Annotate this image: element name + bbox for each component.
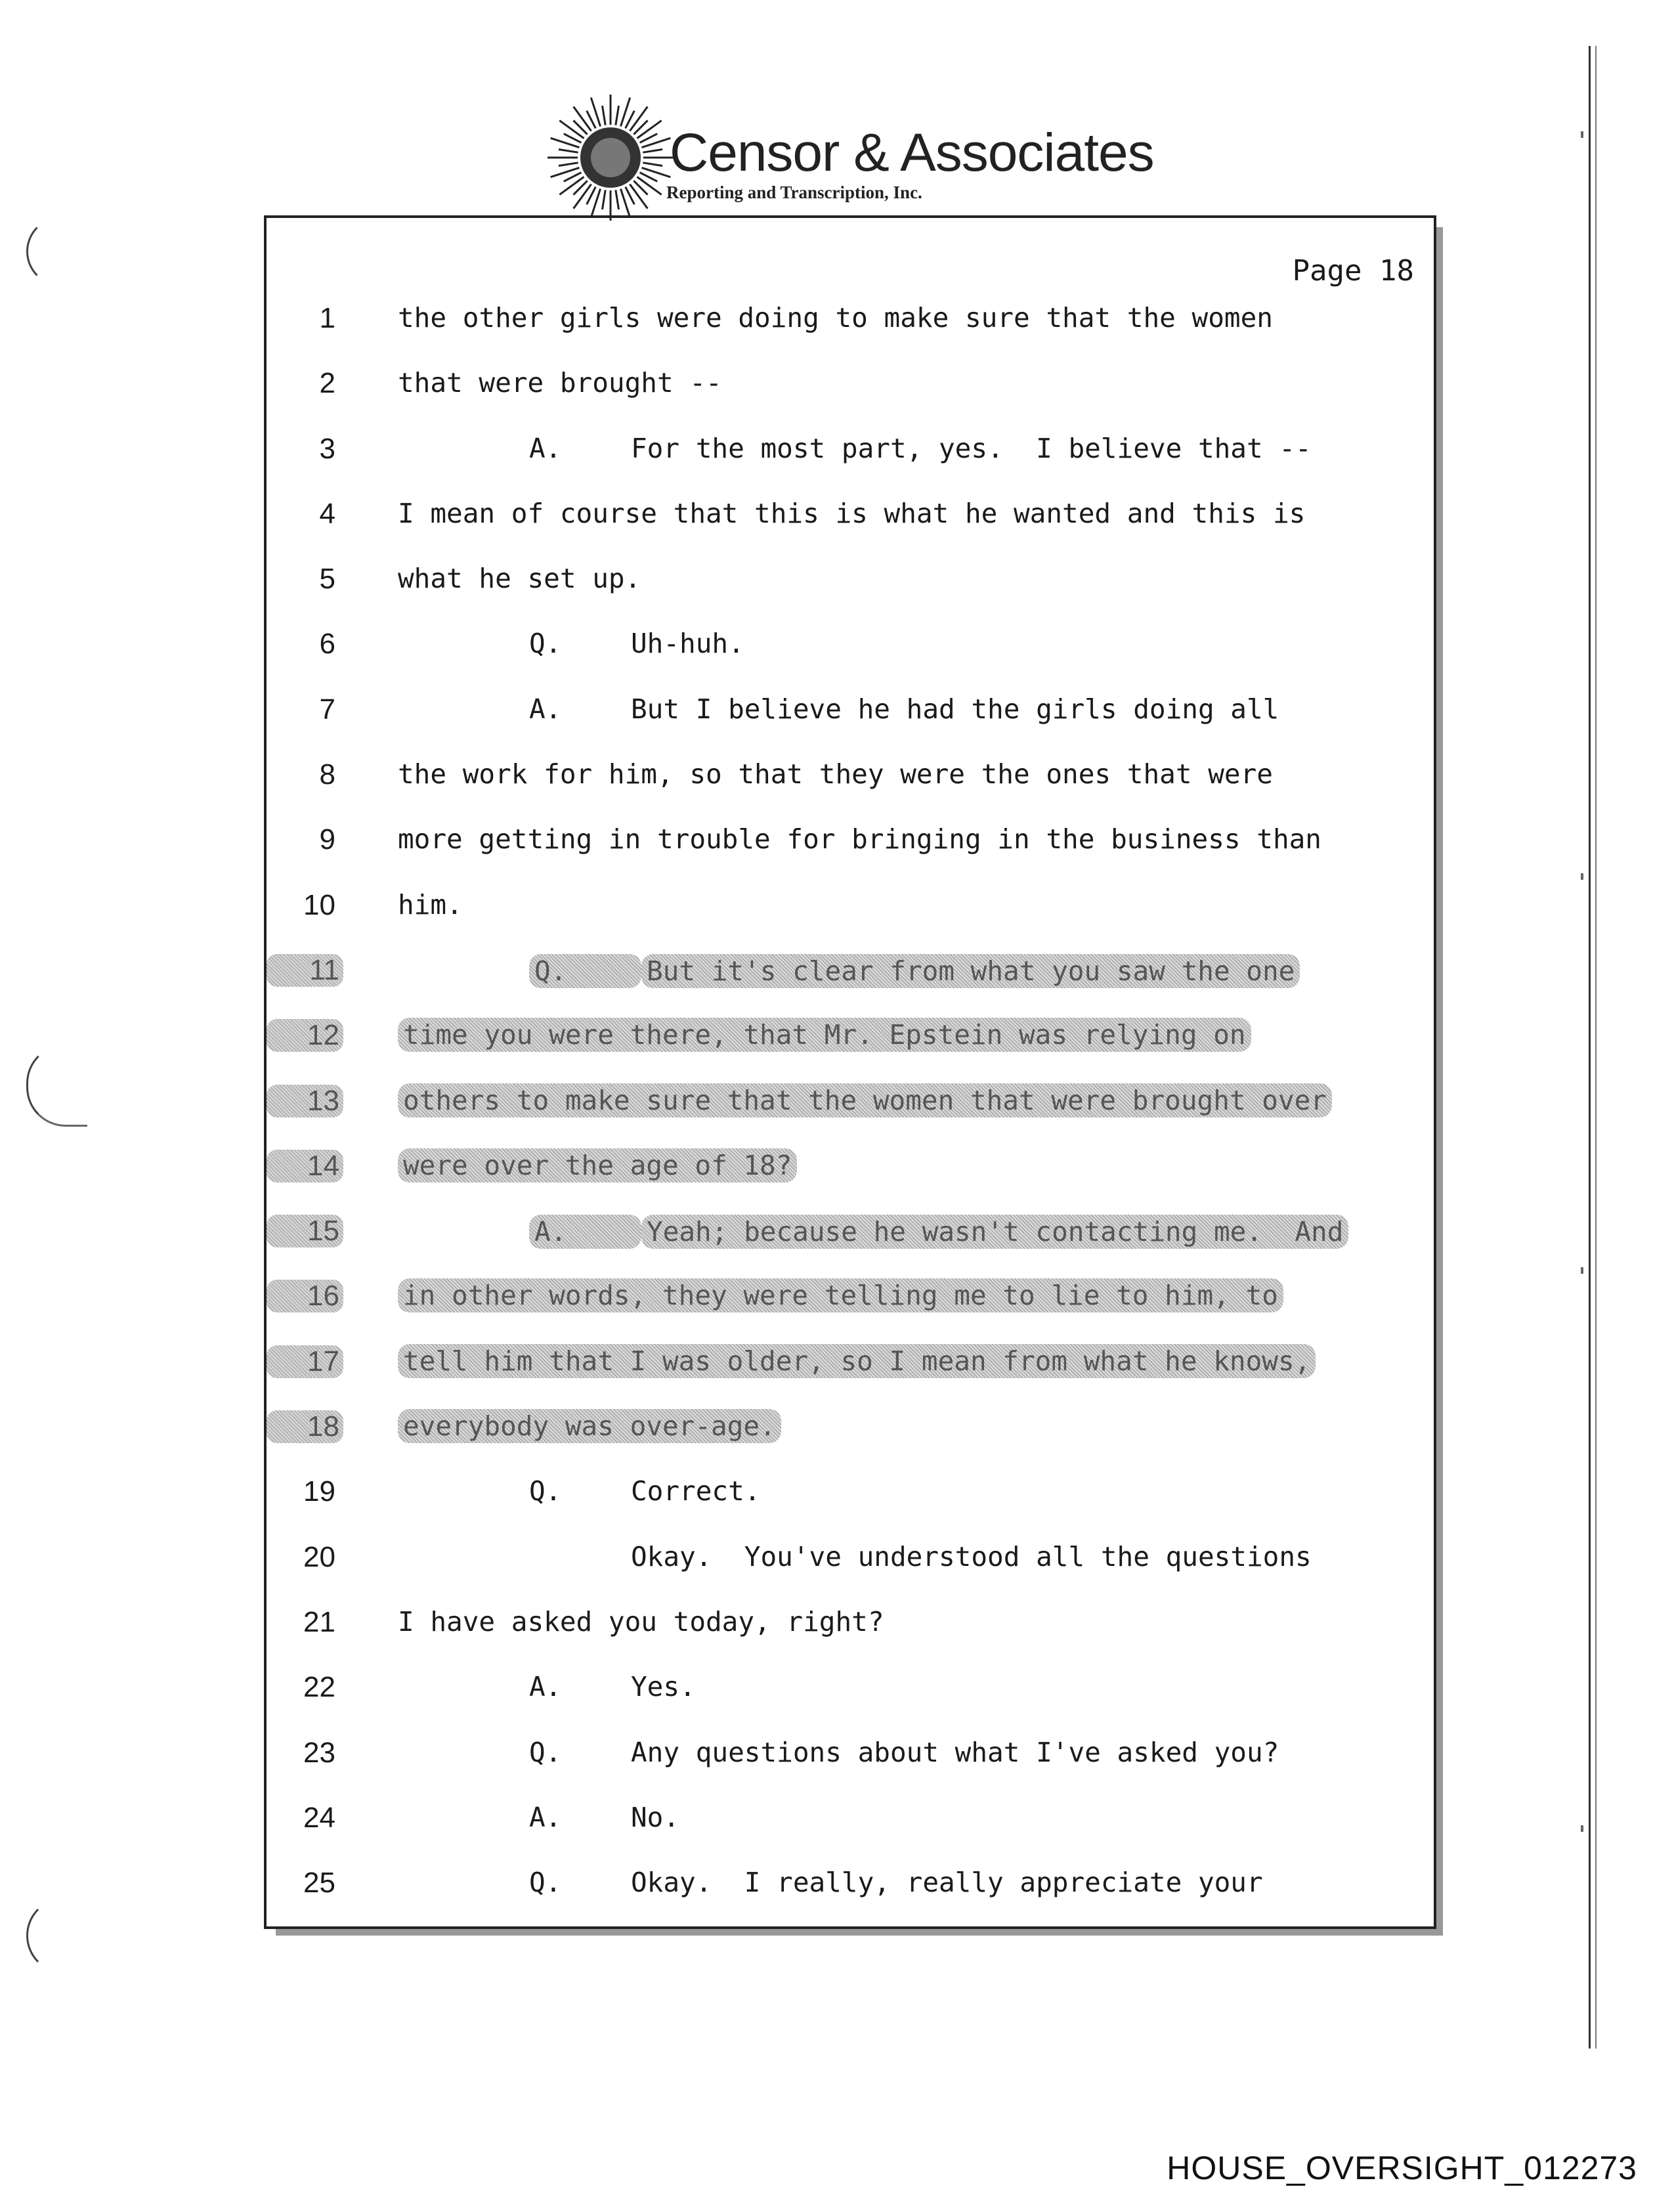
transcript-line: [267, 876, 1434, 941]
line-text: [398, 563, 641, 594]
line-body: Okay. I really, really appreciate your: [631, 1867, 1263, 1899]
line-body: more getting in trouble for bringing in the business than: [398, 823, 1321, 856]
line-number: 13: [267, 1085, 343, 1117]
line-text: [529, 693, 1279, 725]
speaker-label: A.: [529, 1215, 641, 1249]
line-body: everybody was over-age.: [398, 1409, 781, 1443]
transcript-line: [267, 615, 1434, 680]
line-text: [398, 1606, 884, 1637]
speaker-label: A.: [529, 432, 562, 464]
line-number: 12: [267, 1019, 343, 1052]
scan-speck: [1581, 131, 1583, 138]
transcript-line: [267, 1789, 1434, 1854]
line-body: in other words, they were telling me to lie to him, to: [398, 1278, 1283, 1312]
margin-rule: [1589, 46, 1591, 2049]
line-number: 1: [319, 302, 335, 334]
line-text: [529, 1802, 679, 1833]
speaker-label: Q.: [529, 1736, 562, 1768]
line-number: 10: [303, 888, 335, 921]
line-body: Yes.: [631, 1671, 696, 1703]
line-number: 22: [303, 1671, 335, 1704]
line-body: No.: [631, 1801, 680, 1833]
transcript-line: [267, 550, 1434, 615]
line-number: 24: [303, 1801, 335, 1834]
line-text: [398, 1019, 1251, 1051]
line-body: the work for him, so that they were the ones that were: [398, 758, 1273, 791]
transcript-line: [267, 1854, 1434, 1919]
speaker-label: Q.: [529, 628, 562, 660]
line-body: Any questions about what I've asked you?: [631, 1736, 1279, 1768]
margin-rule: [1595, 46, 1597, 2049]
hole-punch-mark: [26, 1044, 87, 1127]
transcript-line: [267, 1006, 1434, 1071]
line-number: 6: [319, 628, 335, 661]
line-text: [529, 1867, 1263, 1898]
line-text: [529, 1671, 696, 1702]
line-text: [529, 1737, 1279, 1768]
transcript-line: [267, 1724, 1434, 1789]
line-body: For the most part, yes. I believe that --: [631, 432, 1312, 464]
line-number: 3: [319, 432, 335, 465]
transcript-line: [267, 1137, 1434, 1202]
line-body: were over the age of 18?: [398, 1148, 797, 1182]
line-text: [529, 1215, 1348, 1249]
line-number: 9: [319, 823, 335, 856]
line-number: 17: [267, 1345, 343, 1378]
transcript-line: [267, 1332, 1434, 1397]
transcript-page: [264, 215, 1436, 1929]
page-number: Page 18: [1292, 254, 1414, 288]
transcript-line: [267, 1593, 1434, 1658]
line-number: 5: [319, 563, 335, 596]
line-body: Yeah; because he wasn't contacting me. And: [641, 1215, 1348, 1249]
line-text: [398, 1345, 1316, 1377]
line-body: that were brought --: [398, 367, 722, 399]
bates-number: HOUSE_OVERSIGHT_012273: [1167, 2150, 1637, 2186]
transcript-line: [267, 745, 1434, 810]
line-number: 16: [267, 1280, 343, 1312]
line-number: 15: [267, 1215, 343, 1247]
line-body: But I believe he had the girls doing all: [631, 693, 1279, 725]
line-body: the other girls were doing to make sure that the women: [398, 302, 1273, 334]
line-number: 8: [319, 758, 335, 791]
transcript-line: [267, 680, 1434, 745]
company-name: Censor & Associates: [670, 123, 1154, 183]
line-body: Okay. You've understood all the questions: [631, 1540, 1312, 1572]
speaker-label: A.: [529, 1801, 562, 1833]
speaker-label: Q.: [529, 1475, 562, 1507]
line-number: 20: [303, 1540, 335, 1573]
line-body: I have asked you today, right?: [398, 1605, 884, 1637]
line-text: [398, 1280, 1283, 1311]
transcript-line: [267, 354, 1434, 419]
scan-speck: [1581, 873, 1583, 880]
line-text: [398, 823, 1321, 855]
transcript-lines: [267, 289, 1434, 1919]
line-number: 21: [303, 1605, 335, 1638]
line-text: [529, 1475, 760, 1507]
scan-speck: [1581, 1825, 1583, 1832]
line-number: 18: [267, 1410, 343, 1443]
line-text: [398, 302, 1273, 334]
line-text: [529, 433, 1312, 464]
sunburst-icon: [545, 92, 676, 223]
transcript-line: [267, 1072, 1434, 1137]
speaker-label: Q.: [529, 954, 641, 988]
line-number: 4: [319, 497, 335, 530]
speaker-label: Q.: [529, 1867, 562, 1899]
company-logo: [545, 92, 1154, 223]
line-number: 11: [267, 954, 343, 987]
line-text: [398, 758, 1273, 790]
line-body: tell him that I was older, so I mean from what he knows,: [398, 1344, 1316, 1378]
line-number: 19: [303, 1475, 335, 1508]
line-text: [398, 498, 1305, 529]
transcript-line: [267, 289, 1434, 354]
line-text: [398, 1410, 781, 1442]
line-number: 25: [303, 1867, 335, 1899]
line-body: others to make sure that the women that were brought over: [398, 1083, 1332, 1117]
scan-speck: [1581, 1267, 1583, 1274]
line-text: [398, 889, 463, 921]
line-text: [398, 1085, 1332, 1116]
transcript-line: [267, 810, 1434, 875]
transcript-line: [267, 1658, 1434, 1723]
line-number: 7: [319, 693, 335, 726]
transcript-line: [267, 420, 1434, 485]
line-body: Uh-huh.: [631, 628, 744, 660]
speaker-label: A.: [529, 1671, 562, 1703]
line-body: time you were there, that Mr. Epstein was relying on: [398, 1018, 1251, 1052]
line-body: Correct.: [631, 1475, 761, 1507]
transcript-line: [267, 485, 1434, 550]
line-text: [529, 954, 1300, 988]
line-body: him.: [398, 888, 463, 921]
transcript-line: [267, 1462, 1434, 1527]
line-text: [631, 1541, 1312, 1572]
transcript-line: [267, 941, 1434, 1006]
line-number: 14: [267, 1150, 343, 1182]
line-number: 23: [303, 1736, 335, 1769]
transcript-line: [267, 1202, 1434, 1267]
speaker-label: A.: [529, 693, 562, 725]
line-text: [398, 1150, 797, 1181]
company-tagline: Reporting and Transcription, Inc.: [666, 183, 922, 202]
transcript-line: [267, 1528, 1434, 1593]
line-body: But it's clear from what you saw the one: [641, 954, 1300, 988]
line-body: I mean of course that this is what he wanted and this is: [398, 497, 1306, 529]
line-text: [398, 367, 722, 399]
line-number: 2: [319, 367, 335, 400]
line-text: [529, 628, 744, 659]
line-body: what he set up.: [398, 563, 641, 595]
hole-punch-mark: [26, 217, 87, 286]
transcript-line: [267, 1397, 1434, 1462]
transcript-line: [267, 1267, 1434, 1332]
hole-punch-mark: [26, 1898, 87, 1974]
